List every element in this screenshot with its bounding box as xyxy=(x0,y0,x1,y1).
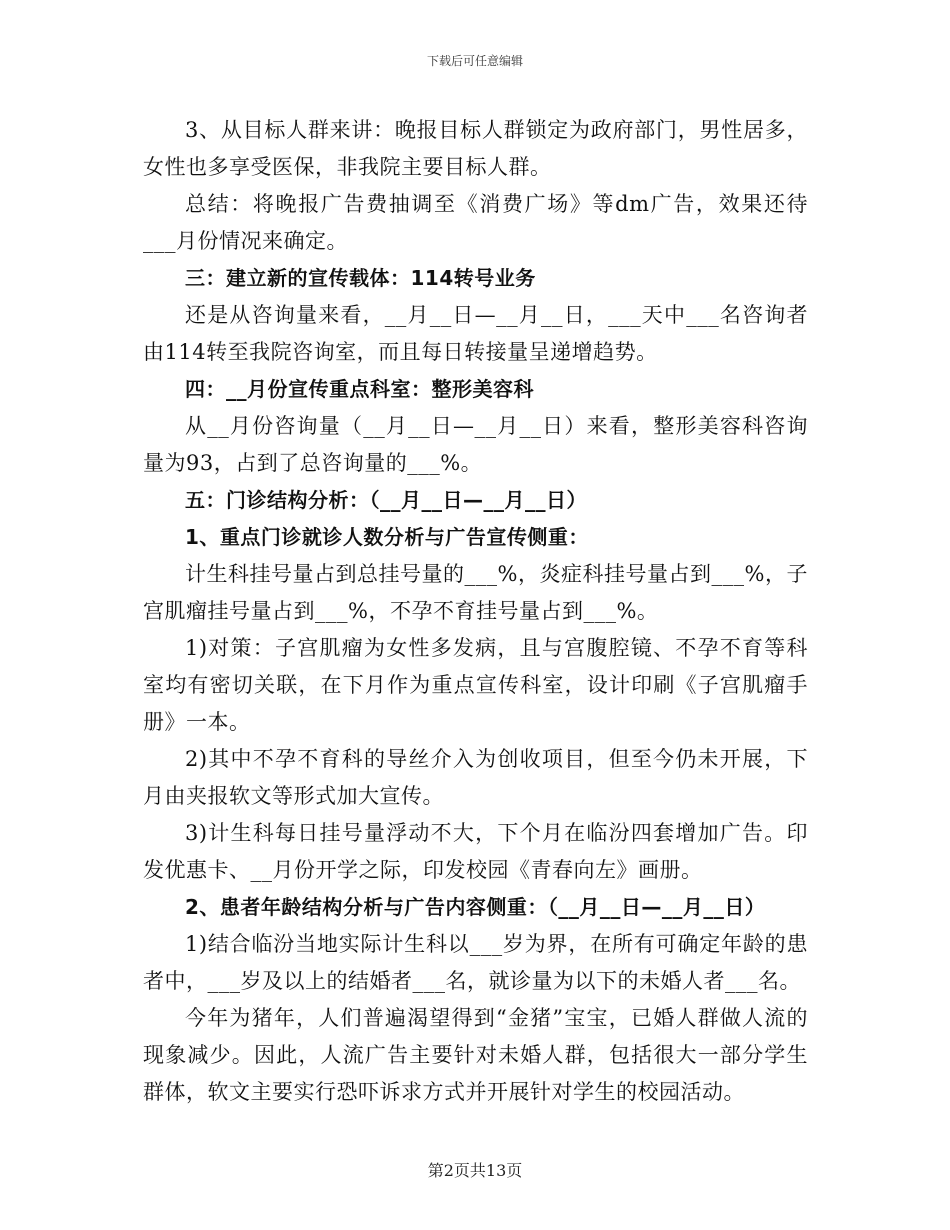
paragraph-114-transfer: 还是从咨询量来看，__月__日—__月__日，___天中___名咨询者由114转至我院咨询室，而且每日转接量呈递增趋势。 xyxy=(143,303,808,364)
paragraph-target-audience: 3、从目标人群来讲：晚报目标人群锁定为政府部门，男性居多，女性也多享受医保，非我院主要目标人群。 xyxy=(143,118,808,179)
header-note: 下载后可任意编辑 xyxy=(426,54,523,68)
paragraph-measure-1: 1)对策：子宫肌瘤为女性多发病，且与宫腹腔镜、不孕不育等科室均有密切关联，在下月作为重点宣传科室，设计印刷《子宫肌瘤手册》一本。 xyxy=(143,636,808,734)
paragraph-age-analysis: 1)结合临汾当地实际计生科以___岁为界，在所有可确定年龄的患者中，___岁及以上的结婚者___名，就诊量为以下的未婚人者___名。 xyxy=(143,932,808,993)
page-number: 第2页共13页 xyxy=(427,1161,523,1180)
paragraph-cosmetic-consults: 从__月份咨询量（__月__日—__月__日）来看，整形美容科咨询量为93，占到了总咨询量的___%。 xyxy=(143,414,808,475)
section-heading-3: 三：建立新的宣传载体：114转号业务 xyxy=(185,266,536,290)
paragraph-registration-share: 计生科挂号量占到总挂号量的___%，炎症科挂号量占到___%，子宫肌瘤挂号量占到___%，不孕不育挂号量占到___%。 xyxy=(143,562,808,623)
paragraph-year-of-pig: 今年为猪年，人们普遍渴望得到“金猪”宝宝，已婚人群做人流的现象减少。因此，人流广告主要针对未婚人群，包括很大一部分学生群体，软文主要实行恐吓诉求方式并开展针对学生的校园活动。 xyxy=(143,1006,808,1104)
section-heading-5: 五：门诊结构分析：（__月__日—__月__日） xyxy=(185,488,587,512)
paragraph-measure-2: 2)其中不孕不育科的导丝介入为创收项目，但至今仍未开展，下月由夹报软文等形式加大宣传。 xyxy=(143,747,808,808)
document-body xyxy=(143,112,808,1111)
section-heading-4: 四：__月份宣传重点科室：整形美容科 xyxy=(185,377,534,401)
paragraph-measure-3: 3)计生科每日挂号量浮动不大，下个月在临汾四套增加广告。印发优惠卡、__月份开学之际，印发校园《青春向左》画册。 xyxy=(143,821,808,882)
subsection-heading-2: 2、患者年龄结构分析与广告内容侧重：（__月__日—__月__日） xyxy=(185,895,766,919)
subsection-heading-1: 1、重点门诊就诊人数分析与广告宣传侧重： xyxy=(185,525,589,549)
paragraph-summary: 总结：将晚报广告费抽调至《消费广场》等dm广告，效果还待___月份情况来确定。 xyxy=(143,192,808,253)
